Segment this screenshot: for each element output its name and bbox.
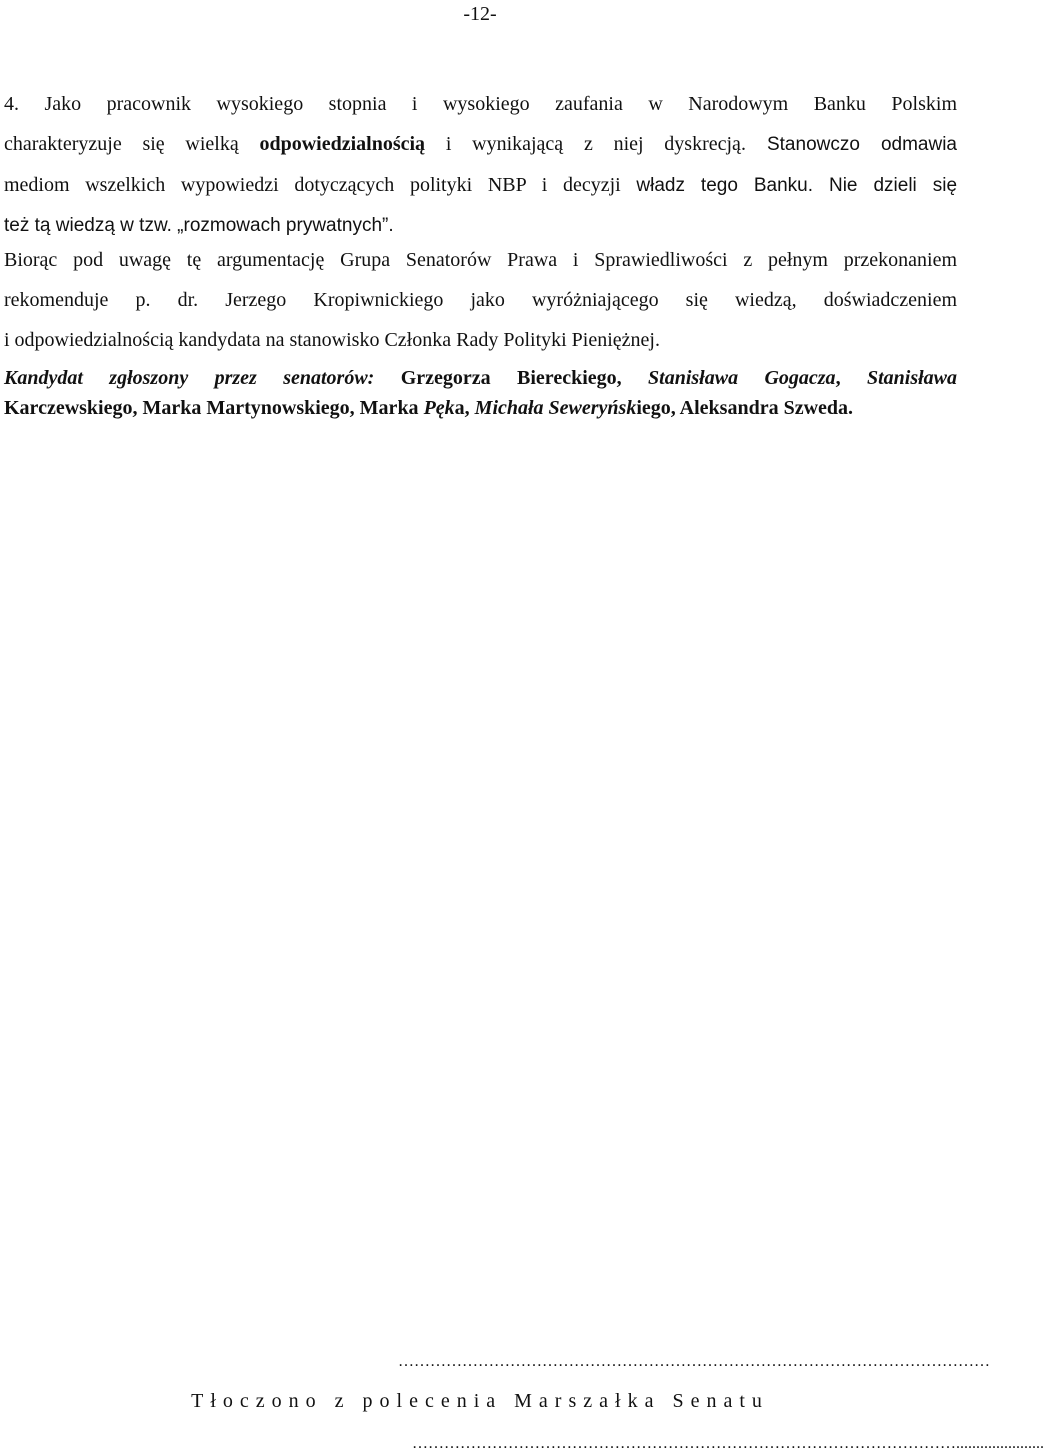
text-line — [4, 363, 957, 393]
text-line — [4, 124, 957, 165]
text-run: iego, Aleksandra Szweda. — [636, 397, 854, 419]
text-run: władz tego Banku. Nie dzieli się — [636, 175, 958, 196]
page-number: -12- — [463, 3, 497, 25]
text-line — [4, 393, 957, 423]
nominator-name: Grzegorza Biereckiego, — [400, 367, 622, 389]
nominator-name: Michała Seweryńsk — [474, 397, 637, 419]
paragraph-recommendation — [4, 240, 957, 360]
text-run: Stanowczo odmawia — [745, 134, 957, 155]
text-line: 4. Jako pracownik wysokiego stopnia i wysokiego zaufania w Narodowym Banku Polskim — [4, 93, 957, 115]
text-line: i odpowiedzialnością kandydata na stanowisko Członka Rady Polityki Pieniężnej. — [4, 329, 660, 351]
nominator-name: Pęk — [423, 397, 455, 419]
text-line — [4, 165, 957, 206]
nominator-name: Stanisława Gogacza — [648, 367, 836, 389]
text-line: też tą wiedzą w tzw. „rozmowach prywatnych”. — [4, 215, 394, 236]
nominator-names: Karczewskiego, Marka Martynowskiego, Marka — [4, 397, 424, 419]
text-line: rekomenduje p. dr. Jerzego Kropiwnickiego jako wyróżniającego się wiedzą, doświadczeniem — [4, 289, 957, 311]
dotted-rule-bottom: …………………………………………………………………………………………...................... — [412, 1435, 1044, 1452]
text-run: mediom wszelkich wypowiedzi dotyczących polityki NBP i decyzji — [4, 174, 637, 196]
text-run: a, — [454, 397, 475, 419]
text-run: i wynikającą z niej dyskrecją. — [425, 133, 746, 155]
bold-text: odpowiedzialnością — [259, 133, 426, 155]
separator: , — [835, 367, 841, 389]
text-line: Biorąc pod uwagę tę argumentację Grupa Senatorów Prawa i Sprawiedliwości z pełnym przekonaniem — [4, 249, 957, 271]
paragraph-candidate-description — [4, 84, 957, 246]
paragraph-nominators — [4, 363, 957, 423]
nominators-label: Kandydat zgłoszony przez senatorów: — [4, 367, 375, 389]
nominator-name: Stanisława — [866, 367, 957, 389]
footer-printed-by: Tłoczono z polecenia Marszałka Senatu — [191, 1390, 769, 1412]
text-run: charakteryzuje się wielką — [4, 133, 260, 155]
dotted-rule-top: ………………………………………………………………………………………………… — [398, 1353, 990, 1370]
